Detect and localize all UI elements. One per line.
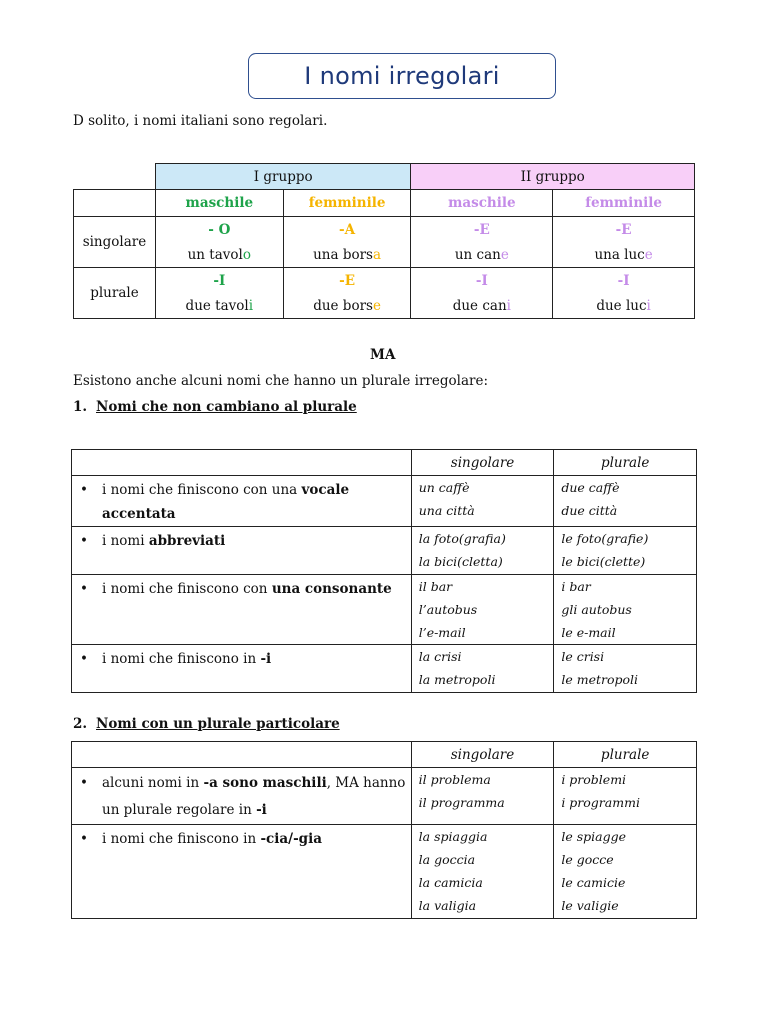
section2-heading: 2. Nomi con un plurale particolare (73, 716, 340, 732)
col-header-singolare: singolare (411, 450, 554, 476)
section1-heading: 1. Nomi che non cambiano al plurale (73, 399, 357, 415)
sub-header: maschile (155, 190, 283, 217)
example: un cane (454, 246, 509, 263)
example: un tavolo (187, 246, 251, 263)
table-row: • i nomi abbreviati la foto(grafia) la bici(cletta) le foto(grafie) le bici(clette) (72, 527, 697, 575)
regular-nouns-table (73, 163, 695, 319)
ending: -A (339, 221, 356, 238)
group2-header: II gruppo (411, 164, 695, 190)
group1-header: I gruppo (155, 164, 411, 190)
ending: -E (473, 221, 490, 238)
table-row: • i nomi che finiscono in -cia/-gia la spiaggia la goccia la camicia la valigia le spiagge le gocce le camicie le valigie (72, 825, 697, 919)
table-row: • i nomi che finiscono in -i la crisi la metropoli le crisi le metropoli (72, 645, 697, 693)
title-box (248, 53, 556, 99)
particular-plurals-table (71, 741, 697, 919)
table-row: • alcuni nomi in -a sono maschili, MA hanno un plurale regolare in -i il problema il programma i problemi i programmi (72, 768, 697, 825)
example: due luci (596, 297, 651, 314)
ending: -I (213, 272, 226, 289)
ending: -E (615, 221, 632, 238)
ma-label: MA (370, 347, 396, 363)
ending: -E (339, 272, 356, 289)
example: una luce (594, 246, 653, 263)
table-row (74, 217, 695, 268)
page-title: I nomi irregolari (304, 62, 500, 90)
unchanged-plurals-table (71, 449, 697, 693)
col-header-singolare: singolare (411, 742, 554, 768)
row-label: plurale (74, 268, 156, 319)
table-row: • i nomi che finiscono con una vocale accentata un caffè una città due caffè due città (72, 476, 697, 527)
table-row: • i nomi che finiscono con una consonante il bar l’autobus l’e-mail i bar gli autobus le e-mail (72, 575, 697, 645)
col-header-plurale: plurale (554, 742, 697, 768)
ending: -I (475, 272, 488, 289)
example: due cani (452, 297, 511, 314)
intro-sentence: Esistono anche alcuni nomi che hanno un plurale irregolare: (73, 373, 488, 389)
sub-header: maschile (411, 190, 553, 217)
example: due tavoli (185, 297, 254, 314)
intro-text: D solito, i nomi italiani sono regolari. (73, 113, 328, 129)
ending: -I (617, 272, 630, 289)
example: due borse (313, 297, 381, 314)
table-row (74, 268, 695, 319)
col-header-plurale: plurale (554, 450, 697, 476)
example: una borsa (313, 246, 382, 263)
sub-header: femminile (553, 190, 695, 217)
sub-header: femminile (283, 190, 411, 217)
ending: - O (208, 221, 231, 238)
row-label: singolare (74, 217, 156, 268)
